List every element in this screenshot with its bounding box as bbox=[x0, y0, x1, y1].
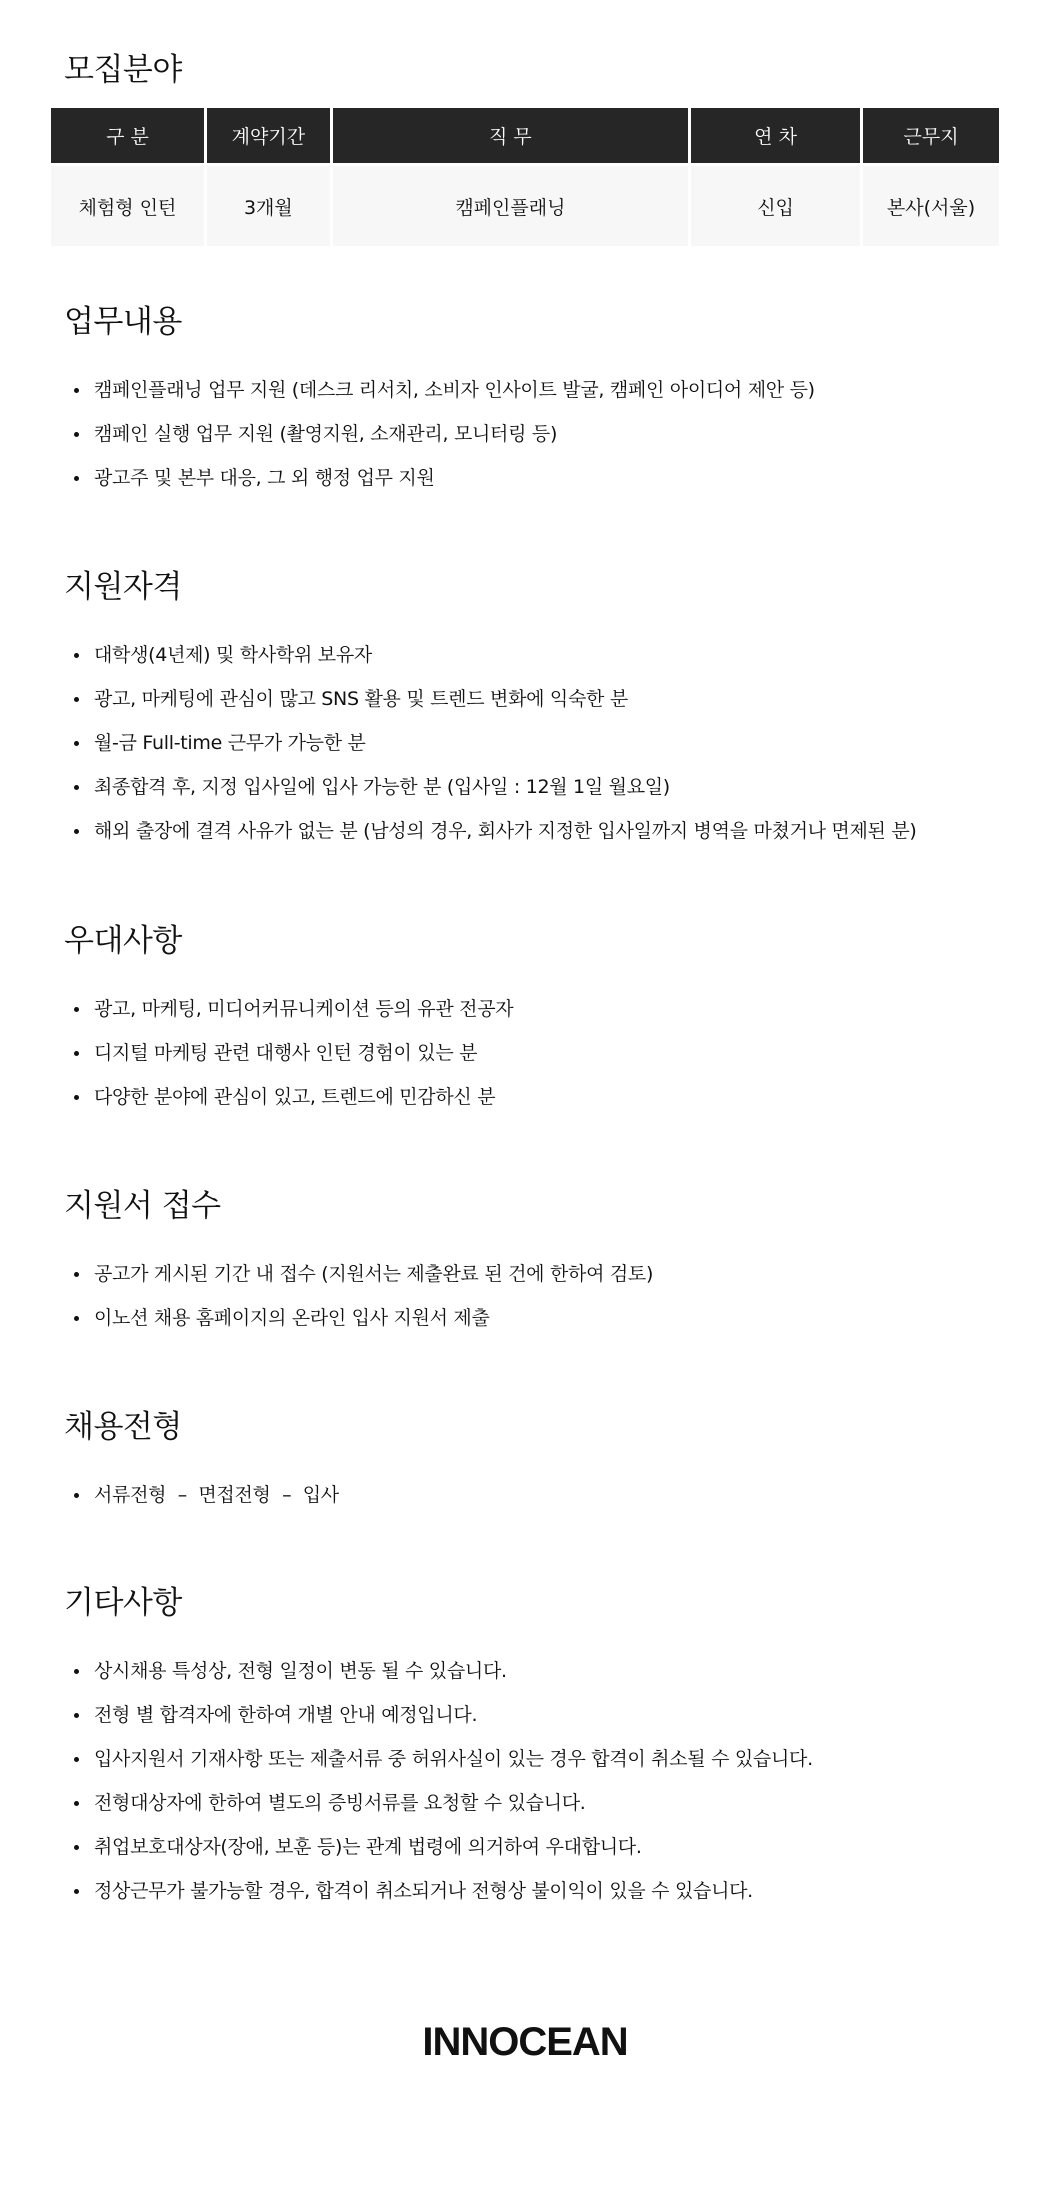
recruit-header-category: 구 분 bbox=[51, 108, 204, 163]
application-list bbox=[72, 1252, 653, 1340]
recruit-cell-category: 체험형 인턴 bbox=[51, 166, 204, 246]
recruit-cell-role: 캠페인플래닝 bbox=[333, 166, 688, 246]
recruit-cell-contract: 3개월 bbox=[207, 166, 330, 246]
innocean-logo: INNOCEAN bbox=[422, 2020, 628, 2064]
etc-section-title: 기타사항 bbox=[64, 1585, 182, 1621]
list-item: 대학생(4년제) 및 학사학위 보유자 bbox=[72, 633, 916, 677]
application-section-title: 지원서 접수 bbox=[64, 1188, 221, 1224]
preferred-list bbox=[72, 987, 513, 1119]
recruit-header-experience: 연 차 bbox=[691, 108, 860, 163]
list-item: 광고, 마케팅에 관심이 많고 SNS 활용 및 트렌드 변화에 익숙한 분 bbox=[72, 677, 916, 721]
list-item: 취업보호대상자(장애, 보훈 등)는 관계 법령에 의거하여 우대합니다. bbox=[72, 1825, 813, 1869]
list-item: 공고가 게시된 기간 내 접수 (지원서는 제출완료 된 건에 한하여 검토) bbox=[72, 1252, 653, 1296]
list-item: 정상근무가 불가능할 경우, 합격이 취소되거나 전형상 불이익이 있을 수 있습니다. bbox=[72, 1869, 813, 1913]
list-item: 이노션 채용 홈페이지의 온라인 입사 지원서 제출 bbox=[72, 1296, 653, 1340]
process-section-title: 채용전형 bbox=[64, 1409, 182, 1445]
list-item: 광고주 및 본부 대응, 그 외 행정 업무 지원 bbox=[72, 456, 815, 500]
list-item: 월-금 Full-time 근무가 가능한 분 bbox=[72, 721, 916, 765]
list-item: 캠페인 실행 업무 지원 (촬영지원, 소재관리, 모니터링 등) bbox=[72, 412, 815, 456]
list-item: 전형 별 합격자에 한하여 개별 안내 예정입니다. bbox=[72, 1693, 813, 1737]
recruit-header-role: 직 무 bbox=[333, 108, 688, 163]
list-item: 디지털 마케팅 관련 대행사 인턴 경험이 있는 분 bbox=[72, 1031, 513, 1075]
recruit-table bbox=[48, 108, 1002, 246]
duties-list bbox=[72, 368, 815, 500]
list-item: 입사지원서 기재사항 또는 제출서류 중 허위사실이 있는 경우 합격이 취소될 수 있습니다. bbox=[72, 1737, 813, 1781]
process-list bbox=[72, 1473, 339, 1517]
recruit-section-title: 모집분야 bbox=[64, 52, 182, 88]
list-item: 상시채용 특성상, 전형 일정이 변동 될 수 있습니다. bbox=[72, 1649, 813, 1693]
preferred-section-title: 우대사항 bbox=[64, 923, 182, 959]
etc-list bbox=[72, 1649, 813, 1913]
qualifications-list bbox=[72, 633, 916, 853]
list-item: 해외 출장에 결격 사유가 없는 분 (남성의 경우, 회사가 지정한 입사일까지 병역을 마쳤거나 면제된 분) bbox=[72, 809, 916, 853]
list-item: 광고, 마케팅, 미디어커뮤니케이션 등의 유관 전공자 bbox=[72, 987, 513, 1031]
recruit-header-contract: 계약기간 bbox=[207, 108, 330, 163]
list-item: 전형대상자에 한하여 별도의 증빙서류를 요청할 수 있습니다. bbox=[72, 1781, 813, 1825]
recruit-header-location: 근무지 bbox=[863, 108, 999, 163]
recruit-table-header-row bbox=[51, 108, 999, 163]
list-item: 다양한 분야에 관심이 있고, 트렌드에 민감하신 분 bbox=[72, 1075, 513, 1119]
list-item: 최종합격 후, 지정 입사일에 입사 가능한 분 (입사일 : 12월 1일 월요일) bbox=[72, 765, 916, 809]
list-item: 서류전형 – 면접전형 – 입사 bbox=[72, 1473, 339, 1517]
qualifications-section-title: 지원자격 bbox=[64, 569, 182, 605]
recruit-cell-location: 본사(서울) bbox=[863, 166, 999, 246]
duties-section-title: 업무내용 bbox=[64, 304, 182, 340]
recruit-cell-experience: 신입 bbox=[691, 166, 860, 246]
table-row bbox=[51, 166, 999, 246]
list-item: 캠페인플래닝 업무 지원 (데스크 리서치, 소비자 인사이트 발굴, 캠페인 아이디어 제안 등) bbox=[72, 368, 815, 412]
